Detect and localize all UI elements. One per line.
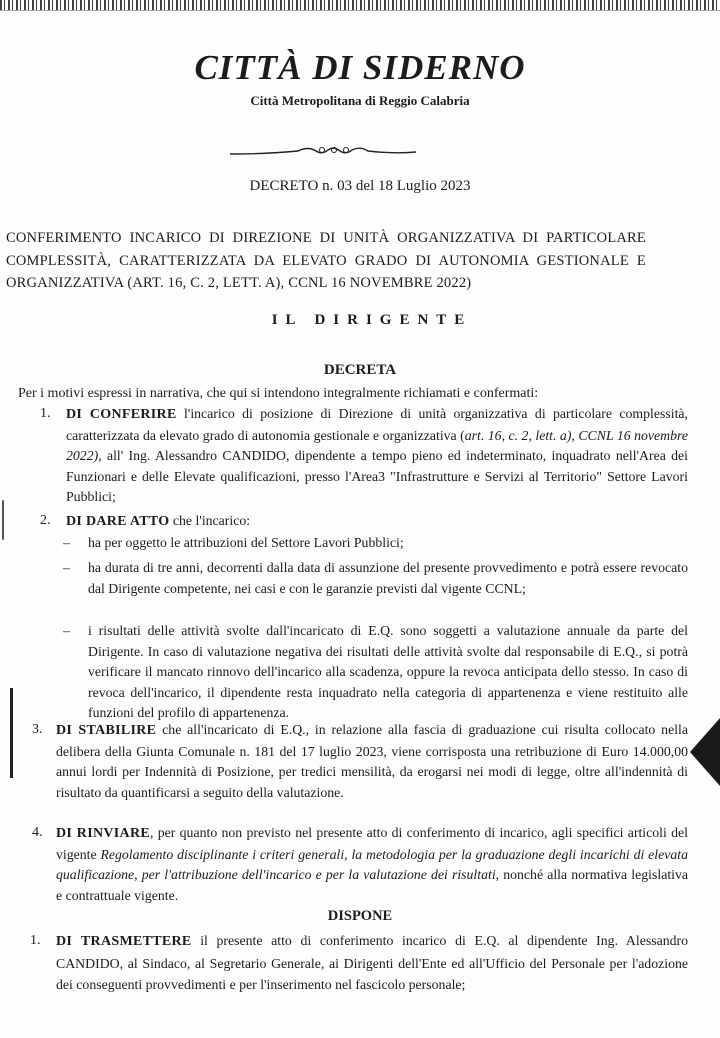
item-keyword: DI TRASMETTERE — [56, 934, 192, 949]
subitem-text: ha per oggetto le attribuzioni del Settore Lavori Pubblici; — [88, 535, 404, 550]
item-keyword: DI RINVIARE — [56, 826, 150, 841]
subitem-text: ha durata di tre anni, decorrenti dalla data di assunzione del presente provvedimento e potrà essere revocato dal Dirigente competente, nei casi e con le garanzie previsti dal vigente CCNL; — [88, 560, 688, 596]
item-text-italic: art. 16, c. 2, lett. a), CCNL 16 novembre 2022) — [66, 427, 688, 463]
decree-subject: CONFERIMENTO INCARICO DI DIREZIONE DI UNITÀ ORGANIZZATIVA DI PARTICOLARE COMPLESSITÀ, CARATTERIZZATA DA ELEVATO GRADO DI AUTONOMIA GESTIONALE E ORGANIZZATIVA (ART. 16, C. 2, LETT. A), CCNL 16 NOVEMBRE 2022) — [6, 230, 646, 291]
decree-subitem — [63, 533, 688, 554]
item-number: 4. — [32, 825, 43, 840]
dash-bullet: – — [63, 560, 70, 575]
subitem-text: i risultati delle attività svolte dall'incaricato di E.Q. sono soggetti a valutazione annuale da parte del Dirigente. In caso di valutazione negativa dei risultati delle attività svolte dal responsabile di E.Q., si potrà verificare il mancato rinnovo dell'incarico alla scadenza, oppure la revoca anticipata dello stesso. In caso di revoca dell'incarico, il dipendente resta inquadrato nella categoria di appartenenza e viene restituito alle funzioni del profilo di appartenenza. — [88, 623, 688, 720]
scan-edge-top — [0, 0, 720, 10]
dash-bullet: – — [63, 535, 70, 550]
decree-item-4 — [32, 823, 689, 906]
authority-heading: IL DIRIGENTE — [271, 312, 473, 328]
decree-item-1 — [40, 404, 688, 508]
dispone-heading: DISPONE — [327, 908, 393, 924]
item-text-italic: Regolamento disciplinante i criteri generali, la metodologia per la graduazione degli incarichi di elevata qualificazione, per l'attribuzione dell'incarico e per la valutazione dei risultati — [56, 846, 688, 882]
decree-subitem — [63, 558, 688, 599]
item-number: 1. — [40, 406, 51, 421]
decree-subitem — [63, 621, 688, 724]
decree-item-3 — [32, 720, 688, 803]
decreta-heading: DECRETA — [323, 362, 397, 378]
item-text: l'incarico di posizione di Direzione di unità organizzativa di particolare complessità, caratterizzata da elevato grado di autonomia gestionale e organizzativa ( — [66, 406, 688, 443]
intro-paragraph: Per i motivi espressi in narrativa, che qui si intendono integralmente richiamati e confermati: — [18, 386, 539, 401]
item-text: , nonché alla normativa legislativa e contrattuale vigente. — [56, 867, 689, 903]
decree-number: DECRETO n. 03 del 18 Luglio 2023 — [249, 178, 471, 194]
item-text: che l'incarico: — [169, 513, 251, 528]
dispone-item-1 — [30, 930, 688, 996]
item-keyword: DI CONFERIRE — [66, 407, 177, 422]
city-subtitle: Città Metropolitana di Reggio Calabria — [250, 93, 470, 108]
scan-bar-left — [10, 688, 13, 778]
city-title: CITTÀ DI SIDERNO — [194, 48, 526, 87]
scan-mark-left — [0, 500, 10, 560]
item-number: 3. — [32, 722, 43, 737]
item-text: , per quanto non previsto nel presente atto di conferimento di incarico, agli specifici articoli del vigente — [56, 825, 688, 862]
item-text: , all' Ing. Alessandro CANDIDO, dipendente a tempo pieno ed indeterminato, inquadrato nell'Area dei Funzionari e delle Elevate qualificazioni, presso l'Area3 "Infrastrutture e Servizi al Territorio" Settore Lavori Pubblici; — [66, 448, 688, 504]
item-keyword: DI DARE ATTO — [66, 514, 170, 529]
item-number: 2. — [40, 513, 51, 528]
item-text: il presente atto di conferimento incarico di E.Q. al dipendente Ing. Alessandro CANDIDO, al Sindaco, al Segretario Generale, ai Dirigenti dell'Ente ed all'Ufficio del Personale per l'adozione dei conseguenti provvedimenti e per l'inserimento nel fascicolo personale; — [56, 933, 688, 992]
decree-item-2 — [40, 511, 688, 533]
item-text: che all'incaricato di E.Q., in relazione alla fascia di graduazione cui risulta collocato nella delibera della Giunta Comunale n. 181 del 17 luglio 2023, viene corrisposta una retribuzione di Euro 14.000,00 annui lordi per Indennità di Posizione, per tredici mensilità, da erogarsi nei modi di legge, oltre all'indennità di risultato da quantificarsi a seguito della valutazione. — [56, 722, 688, 800]
item-number: 1. — [30, 933, 41, 948]
item-keyword: DI STABILIRE — [56, 723, 157, 738]
scan-arrow-right — [690, 718, 720, 786]
ornament-divider-icon — [228, 140, 418, 164]
dash-bullet: – — [63, 623, 70, 638]
